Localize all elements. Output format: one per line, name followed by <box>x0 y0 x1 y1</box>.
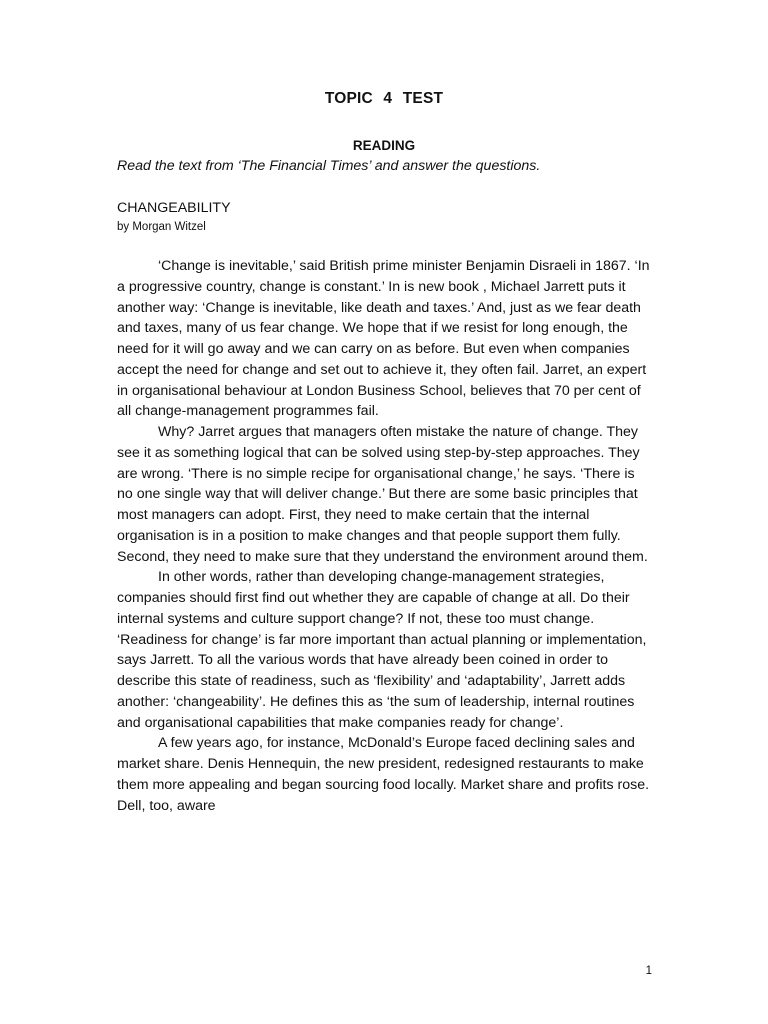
section-heading: READING <box>352 138 416 153</box>
paragraph-4: A few years ago, for instance, McDonald’s Europe faced declining sales and market share. Denis Hennequin, the new president, redesigned restaurants to make them more appealing and began sourcing food locally. Market share and profits rose. Dell, too, aware <box>117 735 650 814</box>
paragraph-1: ‘Change is inevitable,’ said British prime minister Benjamin Disraeli in 1867. ‘In a progressive country, change is constant.’ In is new book , Michael Jarrett puts it another way: ‘Change is inevitable, like death and taxes.’ And, just as we fear death and taxes, many of us fear change. We hope that if we resist for long enough, the need for it will go away and we can carry on as before. But even when companies accept the need for change and set out to achieve it, they often fail. Jarret, an expert in organisational behaviour at London Business School, believes that 70 per cent of all change-management programmes fail. <box>117 258 650 420</box>
paragraph-3: In other words, rather than developing change-management strategies, companies should first find out whether they are capable of change at all. Do their internal systems and culture support change? If not, these too must change. ‘Readiness for change’ is far more important than actual planning or implementation, says Jarrett. To all the various words that have already been coined in order to describe this state of readiness, such as ‘flexibility’ and ‘adaptability’, Jarrett adds another: ‘changeability’. He defines this as ‘the sum of leadership, internal routines and organisational capabilities that make companies ready for change’. <box>117 569 647 731</box>
article-body <box>117 256 654 816</box>
paragraph-2: Why? Jarret argues that managers often mistake the nature of change. They see it as something logical that can be solved using step-by-step approaches. They are wrong. ‘There is no simple recipe for organisational change,’ he says. ‘There is no one single way that will deliver change.’ But there are some basic principles that most managers can adopt. First, they need to make certain that the internal organisation is in a position to make changes and that people support them fully. Second, they need to make sure that they understand the environment around them. <box>117 424 648 565</box>
article-byline: by Morgan Witzel <box>117 221 206 233</box>
article-title: CHANGEABILITY <box>117 200 231 216</box>
page-number: 1 <box>645 965 652 977</box>
page-title: TOPIC 4 TEST <box>324 90 444 107</box>
instruction-text: Read the text from ‘The Financial Times’ and answer the questions. <box>117 158 541 174</box>
